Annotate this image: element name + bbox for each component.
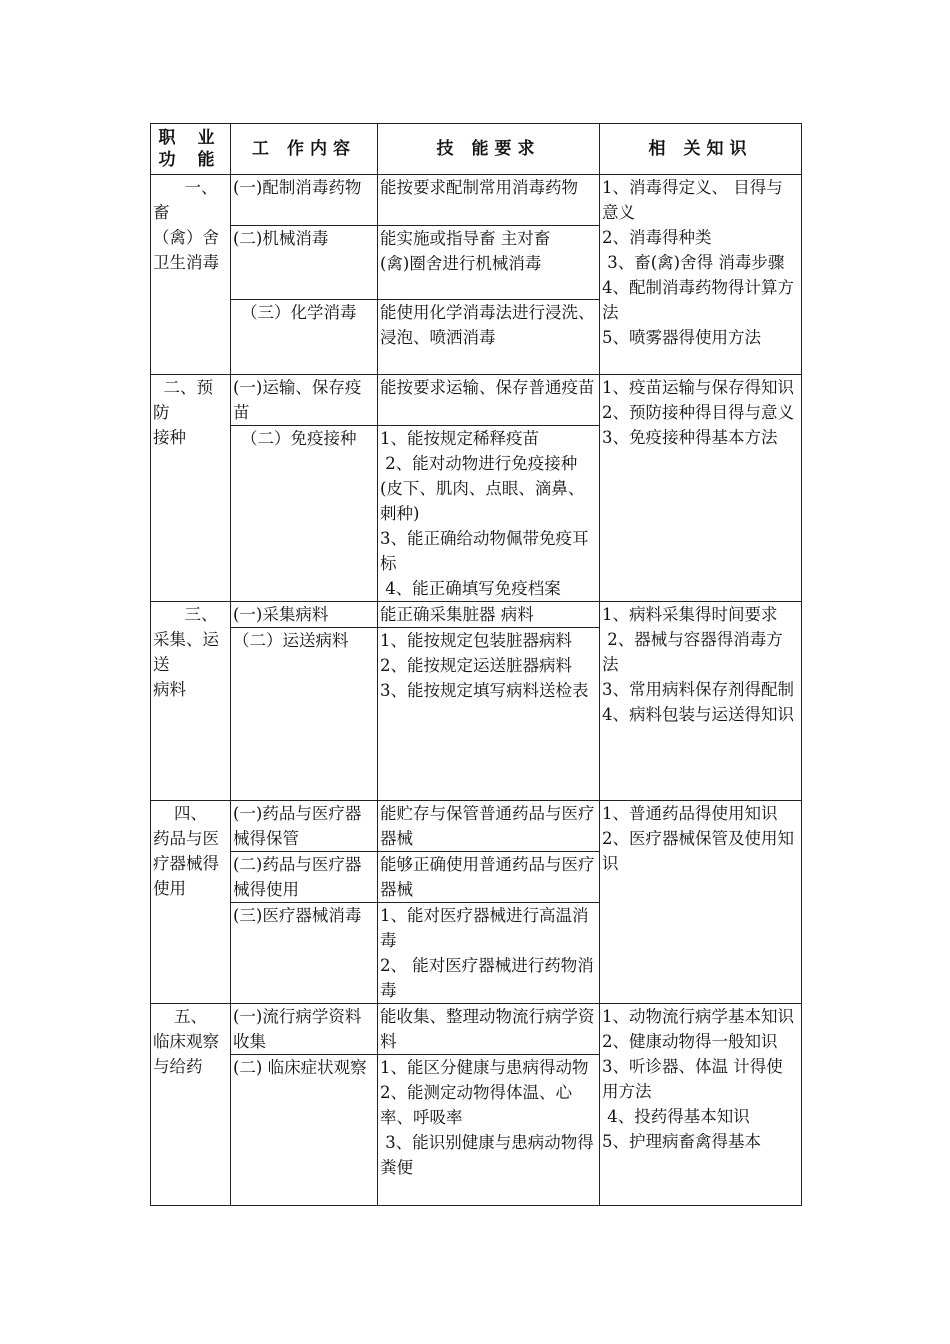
skill-cell: 能贮存与保管普通药品与医疗器械 (378, 801, 600, 852)
skill-cell: 能按要求配制常用消毒药物 (378, 175, 600, 226)
table-row (151, 801, 802, 852)
table-header-row (151, 124, 802, 175)
work-content-cell: (一)采集病料 (231, 602, 378, 628)
header-content: 工 作内容 (231, 124, 378, 175)
skill-cell: 能正确采集脏器 病料 (378, 602, 600, 628)
skill-cell: 能使用化学消毒法进行浸洗、浸泡、喷洒消毒 (378, 300, 600, 375)
skill-cell: 1、能按规定稀释疫苗 2、能对动物进行免疫接种(皮下、肌肉、点眼、滴鼻、刺种) 3、能正确给动物佩带免疫耳标 4、能正确填写免疫档案 (378, 426, 600, 602)
work-content-cell: (一)运输、保存疫苗 (231, 375, 378, 426)
knowledge-cell: 1、疫苗运输与保存得知识 2、预防接种得目得与意义 3、免疫接种得基本方法 (600, 375, 802, 602)
function-cell: 二、预防 接种 (151, 375, 231, 602)
work-content-cell: (三)医疗器械消毒 (231, 903, 378, 1004)
header-knowledge: 相 关知识 (600, 124, 802, 175)
function-cell: 一、 畜 （禽）舍 卫生消毒 (151, 175, 231, 375)
work-content-cell: (二)药品与医疗器械得使用 (231, 852, 378, 903)
header-skill: 技 能要求 (378, 124, 600, 175)
work-content-cell: (一)药品与医疗器械得保管 (231, 801, 378, 852)
skill-cell: 能收集、整理动物流行病学资料 (378, 1004, 600, 1055)
work-content-cell: (一)配制消毒药物 (231, 175, 378, 226)
skill-cell: 1、能区分健康与患病得动物 2、能测定动物得体温、心率、呼吸率 3、能识别健康与患病动物得粪便 (378, 1055, 600, 1206)
function-cell: 四、 药品与医疗器械得使用 (151, 801, 231, 1004)
work-content-cell: （二）运送病料 (231, 628, 378, 801)
skill-cell: 能实施或指导畜 主对畜 (禽)圈舍进行机械消毒 (378, 226, 600, 300)
knowledge-cell: 1、普通药品得使用知识 2、医疗器械保管及使用知识 (600, 801, 802, 1004)
function-cell: 五、 临床观察 与给药 (151, 1004, 231, 1206)
table-row (151, 1004, 802, 1055)
table-row (151, 602, 802, 628)
table-row (151, 175, 802, 226)
function-cell: 三、 采集、运送 病料 (151, 602, 231, 801)
knowledge-cell: 1、消毒得定义、 目得与意义 2、消毒得种类 3、畜(禽)舍得 消毒步骤 4、配制消毒药物得计算方法 5、喷雾器得使用方法 (600, 175, 802, 375)
work-content-cell: (二)机械消毒 (231, 226, 378, 300)
table-row (151, 375, 802, 426)
skill-cell: 1、能按规定包装脏器病料 2、能按规定运送脏器病料 3、能按规定填写病料送检表 (378, 628, 600, 801)
skill-cell: 1、能对医疗器械进行高温消毒 2、 能对医疗器械进行药物消毒 (378, 903, 600, 1004)
skill-cell: 能按要求运输、保存普通疫苗 (378, 375, 600, 426)
skill-cell: 能够正确使用普通药品与医疗器械 (378, 852, 600, 903)
header-function: 职 业 功 能 (151, 124, 231, 175)
work-content-cell: (二) 临床症状观察 (231, 1055, 378, 1206)
skills-table (150, 123, 802, 1206)
knowledge-cell: 1、病料采集得时间要求 2、器械与容器得消毒方法 3、常用病料保存剂得配制 4、病料包装与运送得知识 (600, 602, 802, 801)
work-content-cell: (一)流行病学资料收集 (231, 1004, 378, 1055)
work-content-cell: （三）化学消毒 (231, 300, 378, 375)
work-content-cell: （二）免疫接种 (231, 426, 378, 602)
knowledge-cell: 1、动物流行病学基本知识 2、健康动物得一般知识 3、听诊器、体温 计得使用方法 4、投药得基本知识 5、护理病畜禽得基本 (600, 1004, 802, 1206)
